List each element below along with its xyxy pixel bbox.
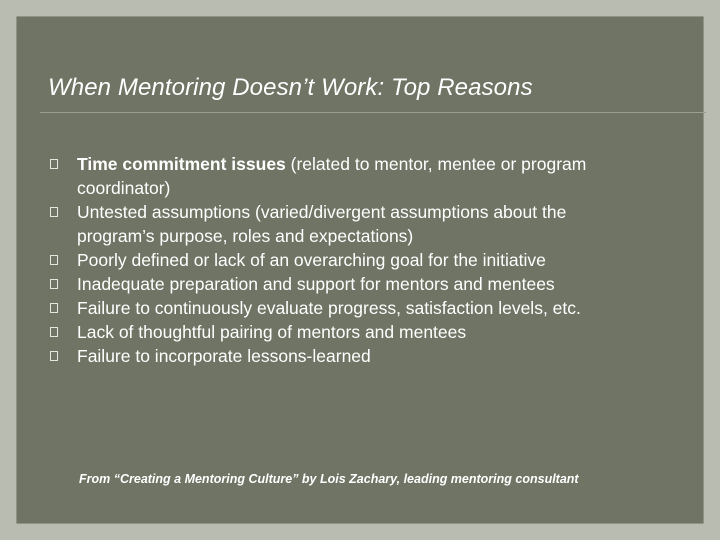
reasons-list <box>48 152 648 368</box>
list-item <box>48 272 648 296</box>
list-item-lead: Time commitment issues <box>77 154 286 174</box>
list-item-text: Failure to continuously evaluate progress, satisfaction levels, etc. <box>77 298 581 318</box>
source-citation: From “Creating a Mentoring Culture” by Lois Zachary, leading mentoring consultant <box>79 472 579 486</box>
list-item-text: Untested assumptions (varied/divergent assumptions about the program’s purpose, roles and expectations) <box>77 202 567 246</box>
hollow-square-bullet-icon <box>50 327 58 337</box>
title-divider <box>40 112 706 113</box>
hollow-square-bullet-icon <box>50 255 58 265</box>
list-item <box>48 296 648 320</box>
list-item-text: (related to mentor, mentee or program coordinator) <box>77 154 587 198</box>
slide-title: When Mentoring Doesn’t Work: Top Reasons <box>48 74 533 101</box>
list-item-text: Failure to incorporate lessons-learned <box>77 346 371 366</box>
hollow-square-bullet-icon <box>50 303 58 313</box>
hollow-square-bullet-icon <box>50 159 58 169</box>
list-item <box>48 320 648 344</box>
hollow-square-bullet-icon <box>50 207 58 217</box>
list-item-text: Poorly defined or lack of an overarching goal for the initiative <box>77 250 546 270</box>
hollow-square-bullet-icon <box>50 279 58 289</box>
list-item-text: Inadequate preparation and support for mentors and mentees <box>77 274 555 294</box>
hollow-square-bullet-icon <box>50 351 58 361</box>
list-item <box>48 344 648 368</box>
list-item-text: Lack of thoughtful pairing of mentors and mentees <box>77 322 467 342</box>
list-item <box>48 152 648 200</box>
list-item <box>48 248 648 272</box>
list-item <box>48 200 648 248</box>
